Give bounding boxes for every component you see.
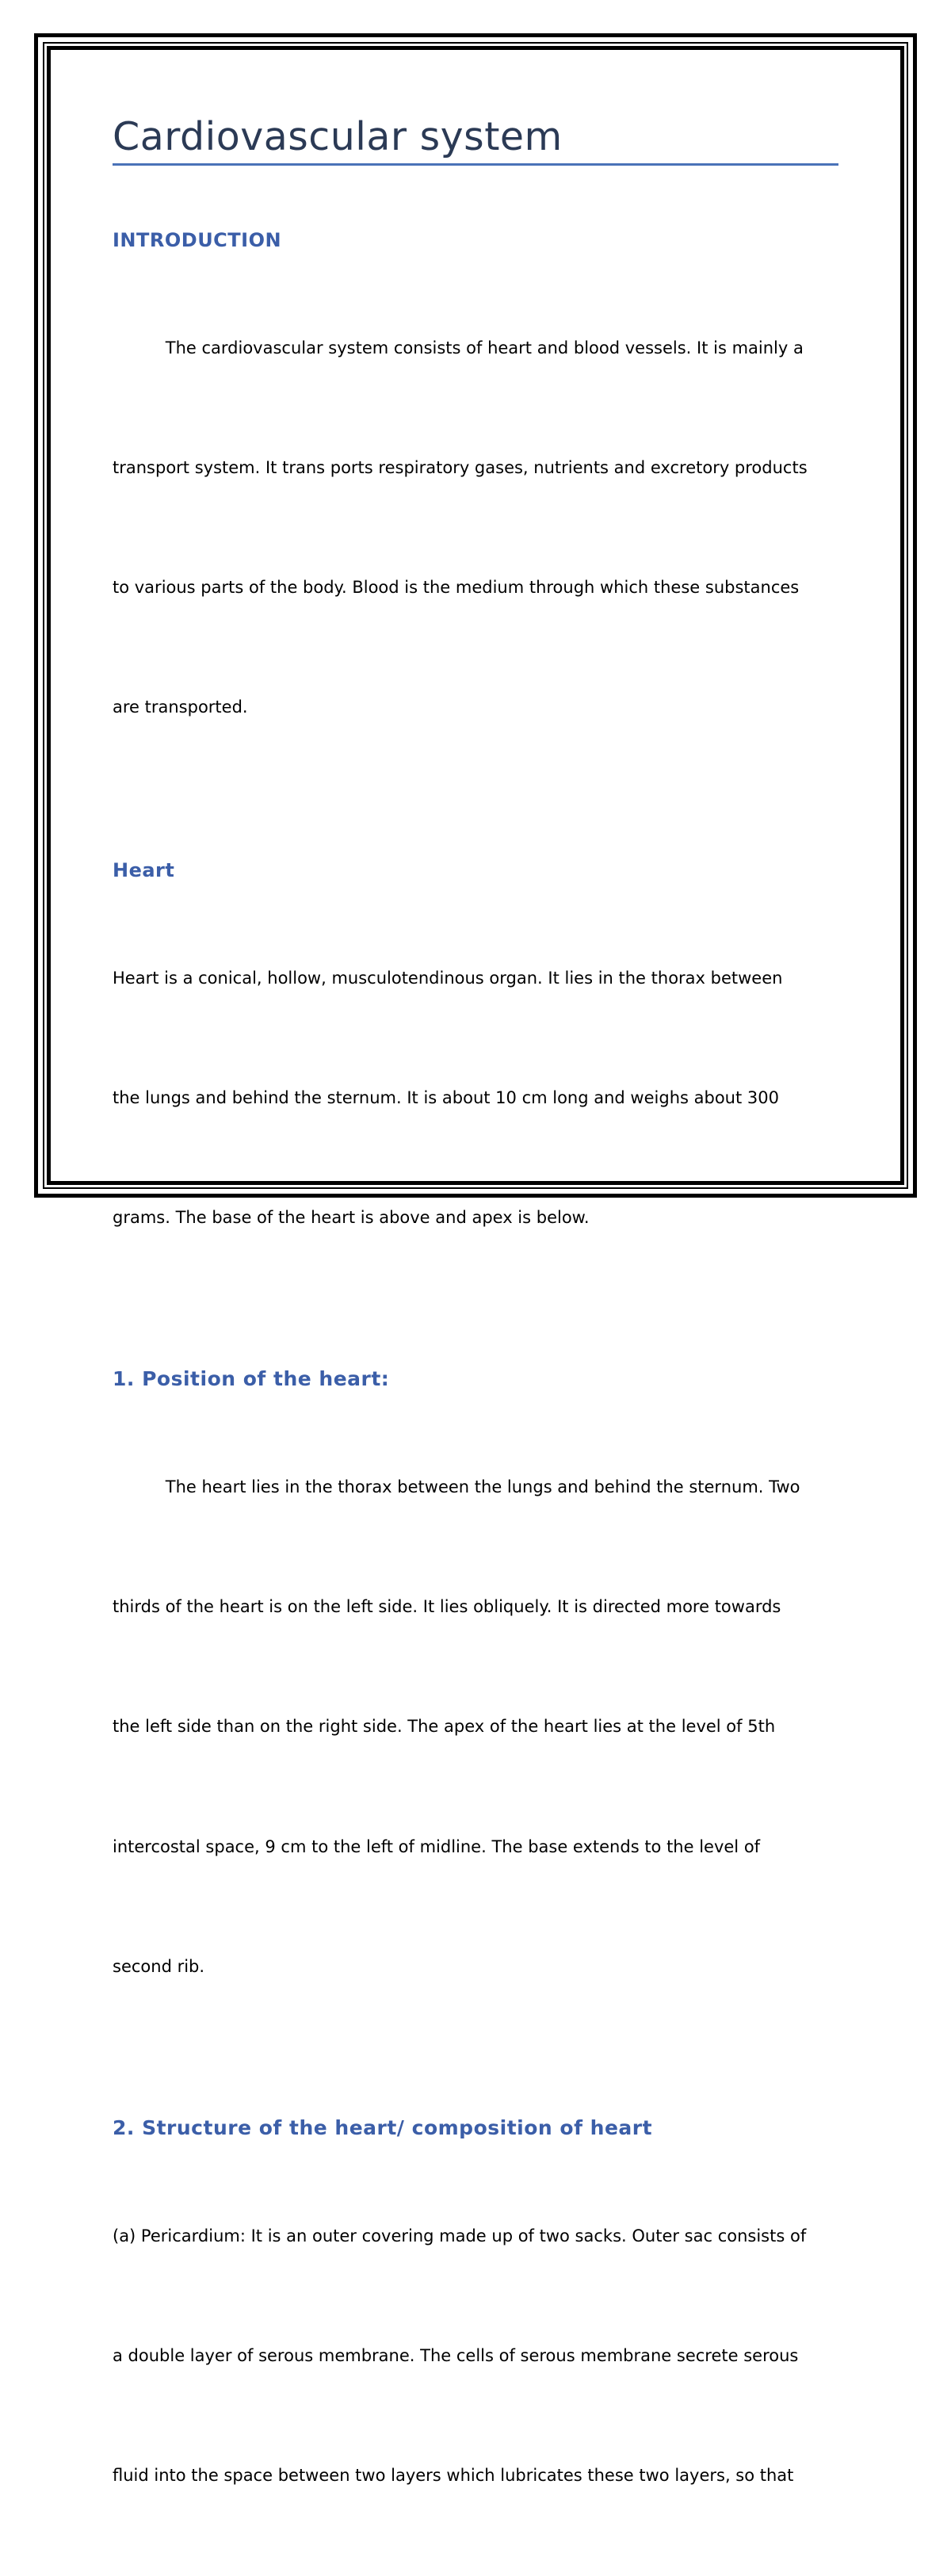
text-line: are transported. [113, 698, 248, 717]
text-line: The heart lies in the thorax between the lungs and behind the sternum. Two [113, 1477, 800, 1496]
document-body [113, 111, 842, 2576]
paragraph-heart [113, 878, 842, 1317]
text-line: the left side than on the right side. The apex of the heart lies at the level of 5th [113, 1717, 776, 1737]
text-line: (a) Pericardium: It is an outer covering made up of two sacks. Outer sac consists of [113, 2226, 807, 2245]
heading-introduction: INTRODUCTION [113, 229, 282, 251]
paragraph-position [113, 1387, 842, 2066]
heading-heart: Heart [113, 858, 175, 881]
text-line: intercostal space, 9 cm to the left of midline. The base extends to the level of [113, 1836, 761, 1856]
section-heart [113, 858, 842, 1317]
heading-position-of-heart: 1. Position of the heart: [113, 1367, 390, 1391]
paragraph-structure [113, 2136, 842, 2575]
text-line: second rib. [113, 1956, 205, 1976]
text-line: the lungs and behind the sternum. It is about 10 cm long and weighs about 300 [113, 1087, 779, 1107]
text-line: to various parts of the body. Blood is the medium through which these substances [113, 578, 800, 598]
paragraph-introduction [113, 248, 842, 808]
text-line: a double layer of serous membrane. The cells of serous membrane secrete serous [113, 2346, 799, 2366]
text-line: The cardiovascular system consists of heart and blood vessels. It is mainly a [113, 338, 804, 357]
section-position [113, 1366, 842, 2066]
text-line: thirds of the heart is on the left side. It lies obliquely. It is directed more towards [113, 1597, 781, 1617]
text-line: Heart is a conical, hollow, musculotendinous organ. It lies in the thorax between [113, 968, 783, 988]
heading-structure-of-heart: 2. Structure of the heart/ composition of heart [113, 2116, 653, 2140]
text-line: transport system. It trans ports respiratory gases, nutrients and excretory products [113, 458, 808, 478]
section-introduction [113, 227, 842, 808]
document-title: Cardiovascular system [113, 114, 563, 159]
text-line: grams. The base of the heart is above and apex is below. [113, 1207, 590, 1227]
section-structure [113, 2115, 842, 2575]
title-underline [113, 163, 838, 166]
text-line: fluid into the space between two layers which lubricates these two layers, so that [113, 2466, 794, 2486]
